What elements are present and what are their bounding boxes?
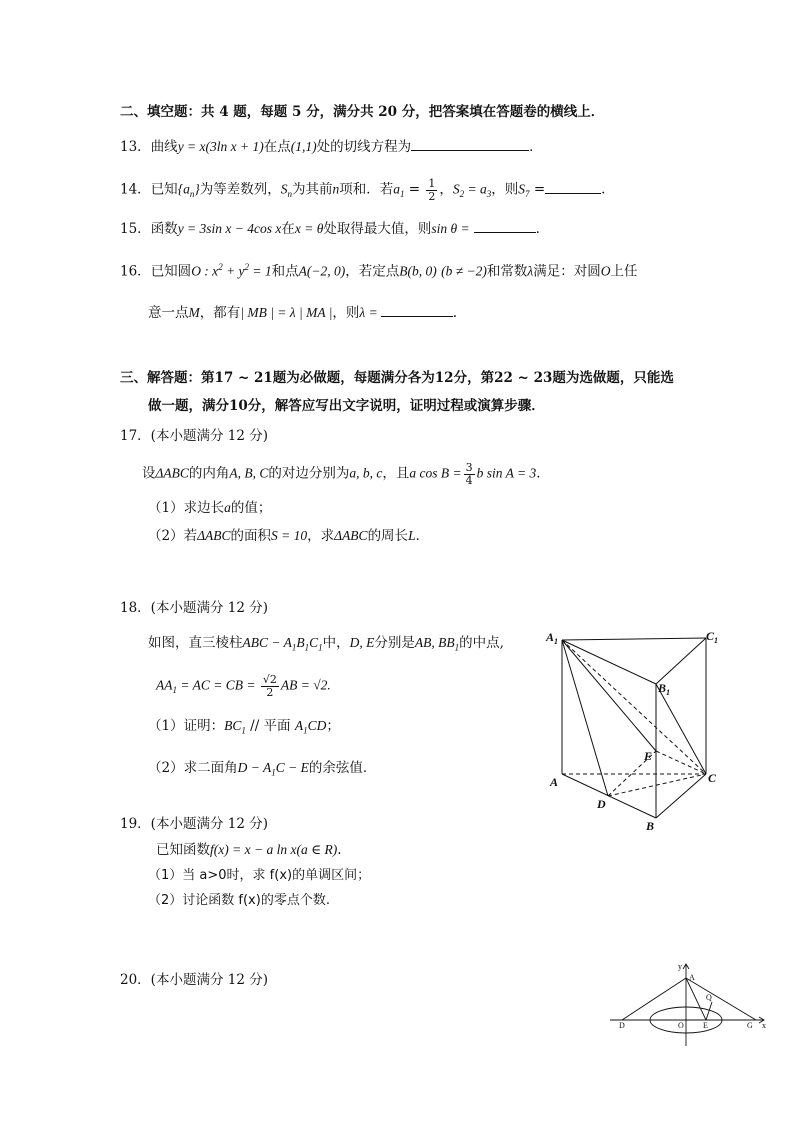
q14-cond-rest-sub: 3 [486, 189, 492, 200]
q14-cond-sub: 2 [459, 189, 465, 200]
q18-p1-text: 证明： [183, 718, 225, 734]
q18-ab-sub: 1 [454, 642, 460, 653]
q14-seq: {a [177, 181, 190, 197]
q13-mid: 在点 [263, 139, 291, 155]
q17-t4: ，且 [382, 465, 410, 482]
q16-point-B: B(b, 0) [399, 263, 437, 279]
q14-eq: = [404, 181, 425, 198]
q19-t1: 已知函数 [156, 842, 210, 858]
q18-fraction [261, 674, 279, 698]
q18-stem [148, 635, 504, 654]
q18-eq2: AB = √2. [280, 677, 331, 693]
q18-p2-text: 求二面角 [183, 760, 238, 776]
q17-angles: A, B, C [229, 465, 269, 481]
edge-B1-C1 [656, 638, 706, 684]
q14-S: S [280, 181, 288, 197]
edge-A1-B1 [562, 640, 656, 684]
q18-part-1 [148, 718, 340, 737]
label-D: D [597, 797, 606, 811]
q17-p2-t2: 的面积 [230, 528, 272, 544]
question-13 [120, 138, 543, 156]
q16-t4: 和常数 [486, 263, 528, 280]
q17-p2-num: （2） [148, 528, 184, 544]
q16-circle-end: = 1 [249, 263, 272, 279]
line-A1-D [562, 640, 608, 796]
q17-expr1: a cos B = [409, 465, 462, 481]
q17-p1-end: 的值； [230, 500, 272, 516]
label-D: D [619, 1021, 625, 1030]
q16-line2-t1: 意一点 [148, 305, 189, 321]
label-y: y [678, 962, 682, 971]
q19-part-1: （1）当 a>0时，求 f(x)的单调区间； [148, 868, 371, 883]
q19-stem [156, 842, 341, 859]
q14-seq-close: } [194, 181, 200, 197]
q14-n: n [332, 181, 340, 197]
label-Q: Q [706, 993, 712, 1002]
q18-de: D, E [349, 635, 375, 650]
q17-p2-L: L [408, 528, 416, 543]
q16-t3: ，若定点 [345, 263, 400, 280]
question-14 [120, 178, 605, 202]
q15-end: ． [535, 221, 550, 237]
q15-t3: 处取得最大值，则 [323, 221, 432, 237]
line-B1-C [656, 684, 706, 774]
q18-part-2 [148, 760, 376, 779]
label-C: C [708, 771, 717, 785]
q17-p2-tri: ΔABC [197, 528, 231, 543]
q15-at: x = θ [294, 221, 324, 236]
label-E: E [644, 749, 653, 763]
q14-t7: = [529, 181, 546, 198]
q17-sides: a, b, c [349, 465, 383, 481]
label-C1: $C_1$ [706, 629, 719, 645]
q14-t4: 项和．若 [339, 181, 394, 198]
label-O: O [678, 1021, 684, 1030]
q14-t6: ，则 [491, 181, 519, 198]
q16-relation: | MB | = λ | MA | [240, 305, 333, 320]
q14-t2: 为等差数列， [199, 181, 281, 198]
section-3-heading-line-2: 做一题，满分10分，解答应写出文字说明，证明过程或演算步骤． [148, 398, 545, 414]
q18-p1-mid: // 平面 [245, 718, 295, 734]
line-A1-C [562, 640, 706, 774]
q17-part-2 [148, 528, 429, 545]
q14-t3: 为其前 [292, 181, 333, 198]
q14-cond: S [452, 181, 460, 197]
q16-circle-sup2: 2 [244, 262, 250, 272]
q18-prism-sub3: 1 [318, 642, 323, 653]
q17-end: ． [536, 465, 550, 482]
line-D-C [608, 774, 706, 796]
label-B1: $B_1$ [658, 681, 671, 697]
q18-t4: 的中点, [459, 635, 504, 651]
q17-t2: 的内角 [188, 465, 230, 482]
q15-ask: sin θ = [431, 221, 470, 236]
q14-end: . [601, 181, 606, 198]
q18-prism-c: C [309, 635, 319, 650]
q16-circle-mid: + y [222, 263, 245, 279]
label-x: x [762, 1021, 766, 1030]
q14-a1-sub: 1 [400, 189, 405, 200]
label-A1: $A_1$ [546, 630, 559, 646]
q17-frac-bottom: 4 [465, 473, 473, 487]
prism-figure [540, 626, 730, 836]
q16-line2-t3: ，则 [332, 305, 360, 321]
ellipse-figure [608, 958, 772, 1050]
label-G: G [747, 1021, 753, 1030]
q16-circle: O : x [191, 263, 219, 279]
q17-frac-top: 3 [465, 461, 473, 474]
line-E-C [656, 751, 706, 774]
q14-seq-sub: n [189, 189, 195, 200]
question-16-line-2 [148, 304, 457, 322]
q17-heading: 17．(本小题满分 12 分) [120, 428, 268, 444]
q19-expr: f(x) = x − a ln x [210, 842, 297, 857]
q16-answer-blank[interactable] [381, 304, 453, 317]
q13-expr: y = x(3ln x + 1) [177, 139, 264, 154]
q18-t2: 中， [322, 635, 350, 651]
q16-t6: 上任 [610, 263, 638, 280]
q14-frac-bottom: 2 [428, 189, 436, 203]
q17-p2-tri2: ΔABC [334, 528, 368, 543]
q15-answer-blank[interactable] [474, 220, 536, 233]
q18-p1-a: A [294, 718, 304, 733]
q18-p1-bc-sub: 1 [241, 725, 246, 736]
section-3-heading-line-1: 三、解答题：第17 ~ 21题为必做题，每题满分各为12分，第22 ~ 23题为选做题，只能选 [120, 370, 674, 386]
q18-prism: ABC − A [242, 635, 292, 650]
q15-number: 15． [120, 221, 151, 237]
q18-p1-end: ； [326, 718, 340, 734]
q19-cond: (a ∈ R) [296, 842, 338, 857]
q17-p1-var: a [224, 500, 231, 515]
line-A-G [686, 978, 756, 1020]
q18-ab: AB, BB [414, 635, 455, 650]
q16-cond: (b ≠ −2) [441, 263, 487, 279]
q18-p2-num: （2） [148, 760, 184, 776]
q13-end: ． [529, 139, 543, 155]
q17-p2-t3: ，求 [307, 528, 335, 544]
q14-S7-sub: 7 [525, 189, 530, 200]
q14-t5: ， [439, 181, 453, 198]
q14-fraction [426, 178, 437, 202]
q17-fraction [464, 462, 475, 486]
q14-number: 14． [120, 181, 151, 198]
q15-t2: 在 [281, 221, 295, 237]
q17-p1-num: （1） [148, 500, 184, 516]
q17-stem [142, 462, 550, 486]
q16-M: M [188, 305, 200, 320]
q18-p2-expr: D − A [237, 760, 272, 775]
q16-point-A: A(−2, 0) [298, 263, 346, 279]
q17-p2-S: S = 10 [271, 528, 308, 543]
q18-p1-num: （1） [148, 718, 184, 734]
line-A1-E [562, 640, 656, 751]
q19-end: . [337, 842, 342, 858]
q16-line2-t2: ，都有 [199, 305, 241, 321]
q13-suffix: 处的切线方程为 [316, 139, 412, 155]
q18-prism-sub1: 1 [291, 642, 297, 653]
q17-p1-text: 求边长 [183, 500, 225, 516]
q19-heading: 19．(本小题满分 12 分) [120, 816, 268, 832]
q17-part-1 [148, 500, 271, 517]
q17-t1: 设 [142, 465, 156, 482]
section-2-heading: 二、填空题：共 4 题，每题 5 分，满分共 20 分，把答案填在答题卷的横线上． [120, 104, 605, 120]
q18-frac-top: √2 [262, 673, 277, 686]
q17-p2-end: ． [415, 528, 430, 544]
q14-t1: 已知 [150, 181, 178, 198]
q17-t3: 的对边分别为 [268, 465, 350, 482]
q18-eq1-rest: = AC = CB = [177, 677, 259, 693]
q15-t1: 函数 [150, 221, 178, 237]
q18-t1: 如图，直三棱柱 [148, 635, 243, 651]
q18-p2-end: 的余弦值． [308, 760, 377, 776]
question-15 [120, 220, 549, 238]
question-16-line-1 [120, 262, 637, 280]
q18-p1-bc: BC [224, 718, 242, 733]
q15-expr: y = 3sin x − 4cos x [177, 221, 282, 236]
q16-end: . [452, 305, 458, 321]
q18-p2-expr2: C − E [275, 760, 309, 775]
q17-p2-t1: 若 [183, 528, 198, 544]
q18-p1-cd: CD [307, 718, 327, 733]
q16-t5: 满足：对圆 [533, 263, 601, 280]
edge-B-C [656, 774, 706, 818]
q16-number: 16． [120, 263, 151, 280]
q18-prism-sub2: 1 [304, 642, 310, 653]
q14-S-sub: n [287, 189, 292, 200]
q14-answer-blank[interactable] [545, 181, 601, 194]
q13-answer-blank[interactable] [411, 138, 529, 151]
q17-tri: ΔABC [155, 465, 189, 481]
q17-expr2: b sin A = 3 [476, 465, 537, 481]
q20-heading: 20．(本小题满分 12 分) [120, 972, 268, 988]
q13-point: (1,1) [290, 139, 317, 154]
label-A: A [550, 775, 559, 789]
q16-t2: 和点 [271, 263, 299, 280]
q19-part-2: （2）讨论函数 f(x)的零点个数. [148, 893, 330, 908]
q14-cond-rest: = a [464, 181, 487, 197]
q14-S7: S [518, 181, 526, 197]
q18-p2-sub: 1 [271, 767, 276, 778]
q13-number: 13． [120, 139, 151, 155]
q18-p1-a-sub: 1 [303, 725, 308, 736]
label-E: E [703, 1021, 708, 1030]
label-A: A [689, 973, 695, 982]
q18-prism-b: B [296, 635, 305, 650]
q18-frac-bottom: 2 [266, 685, 274, 699]
q16-ask: λ = [359, 305, 378, 320]
label-B: B [646, 819, 655, 833]
q18-t3: 分别是 [374, 635, 415, 651]
q16-circle-sup1: 2 [218, 262, 223, 272]
q18-eq1: AA [156, 677, 173, 693]
q13-prefix: 曲线 [150, 139, 178, 155]
q16-t1: 已知圆 [150, 263, 192, 280]
q18-heading: 18．(本小题满分 12 分) [120, 600, 268, 616]
q16-O: O [600, 263, 611, 279]
q16-lambda: λ [527, 263, 534, 279]
q17-p2-t4: 的周长 [367, 528, 409, 544]
q18-eq1-sub: 1 [172, 685, 177, 696]
q18-equation [156, 674, 331, 698]
edge-A1-C1 [562, 638, 706, 640]
q14-a1: a [393, 181, 400, 197]
q14-frac-top: 1 [428, 177, 436, 190]
